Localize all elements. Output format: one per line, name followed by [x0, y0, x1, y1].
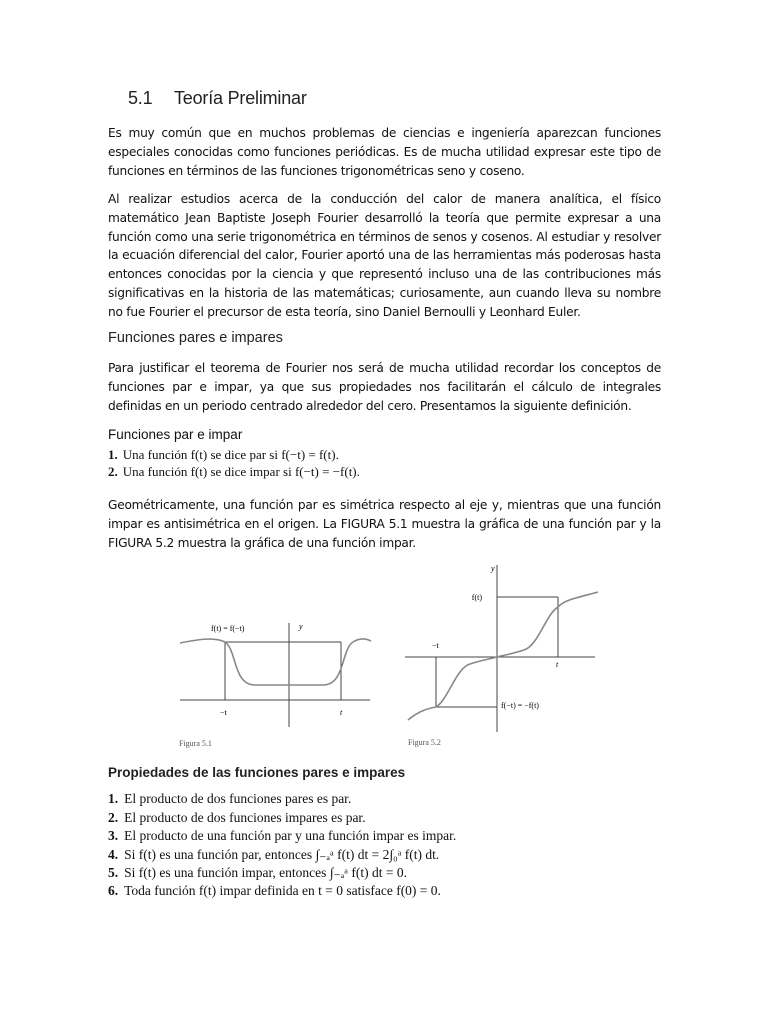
label-minus-t: −t [432, 641, 439, 650]
label-odd-func: f(−t) = −f(t) [501, 701, 539, 710]
section-number: 5.1 [128, 88, 153, 108]
properties-title: Propiedades de las funciones pares e impares [108, 765, 406, 780]
item-text: Una función f(t) se dice impar si f(−t) = −f(t). [122, 464, 360, 479]
paragraph-geometricamente: Geométricamente, una función par es simétrica respecto al eje y, mientras que una función impar es antisimétrica en el origen. La FIGURA 5.1 muestra la gráfica de una función par y la FIGURA 5.2 muestra la gráfica de una función impar. [108, 498, 661, 550]
definition-title: Funciones par e impar [108, 427, 243, 442]
definition-item [108, 446, 508, 463]
item-number: 3. [108, 828, 119, 844]
item-number: 2. [108, 809, 119, 825]
property-item [108, 809, 528, 827]
label-y: y [299, 622, 303, 631]
properties-section [108, 764, 528, 901]
definition-item [108, 463, 508, 480]
property-item [108, 846, 528, 864]
item-text: Una función f(t) se dice par si f(−t) = f(t). [122, 447, 339, 462]
section-heading [128, 88, 307, 109]
label-t: t [340, 708, 343, 717]
paragraph-fourier: Al realizar estudios acerca de la conducción del calor de manera analítica, el físico matemático Jean Baptiste Joseph Fourier desarrolló la teoría que permite expresar a una función como una serie trigonométrica en términos de senos y cosenos. Al estudiar y resolver la ecuación diferencial del calor, Fourier aportó una de las herramientas más poderosas hasta entonces conocidas por la ciencia y que representó incluso una de las contribuciones más significativas en la historia de las matemáticas; curiosamente, aun cuando lleva su nombre no fue Fourier el precursor de esta teoría, sino Daniel Bernoulli y Leonhard Euler. [108, 192, 661, 319]
definition-box [108, 426, 508, 480]
figure-even-function [175, 615, 375, 755]
item-text: Si f(t) es una función par, entonces ∫₋ₐᵃ f(t) dt = 2∫₀ᵃ f(t) dt. [124, 846, 440, 862]
heading-funciones-pares: Funciones pares e impares [108, 330, 283, 346]
item-text: Si f(t) es una función impar, entonces ∫₋ₐᵃ f(t) dt = 0. [124, 865, 407, 881]
label-y: y [491, 564, 495, 573]
property-item [108, 827, 528, 845]
item-number: 5. [108, 865, 119, 881]
paragraph-intro: Es muy común que en muchos problemas de ciencias e ingeniería aparezcan funciones especiales conocidas como funciones periódicas. Es de mucha utilidad expresar este tipo de funciones en términos de las funciones trigonométricas seno y coseno. [108, 126, 661, 178]
label-t: t [556, 660, 559, 669]
paragraph-justificar: Para justificar el teorema de Fourier nos será de mucha utilidad recordar los conceptos de funciones par e impar, ya que sus propiedades nos facilitarán el cálculo de integrales definidas en un periodo centrado alrededor del cero. Presentamos la siguiente definición. [108, 361, 661, 413]
section-title: Teoría Preliminar [174, 88, 307, 108]
figure-caption: Figura 5.1 [179, 739, 212, 748]
figure-odd-function [400, 560, 600, 755]
figure-caption: Figura 5.2 [408, 738, 441, 747]
definition-list [108, 446, 508, 480]
item-number: 1. [108, 447, 118, 462]
item-number: 4. [108, 846, 119, 862]
item-number: 1. [108, 791, 119, 807]
property-item [108, 790, 528, 808]
label-even-func: f(t) = f(−t) [211, 624, 245, 633]
item-text: El producto de una función par y una función impar es impar. [124, 828, 457, 844]
item-text: El producto de dos funciones pares es par. [124, 791, 352, 807]
even-curve [180, 639, 371, 685]
item-number: 2. [108, 464, 118, 479]
label-minus-t: −t [220, 708, 227, 717]
property-item [108, 882, 528, 900]
item-text: El producto de dos funciones impares es par. [124, 809, 366, 825]
item-number: 6. [108, 883, 119, 899]
item-text: Toda función f(t) impar definida en t = 0 satisface f(0) = 0. [124, 883, 441, 899]
property-item [108, 864, 528, 882]
label-ft: f(t) [471, 593, 482, 602]
